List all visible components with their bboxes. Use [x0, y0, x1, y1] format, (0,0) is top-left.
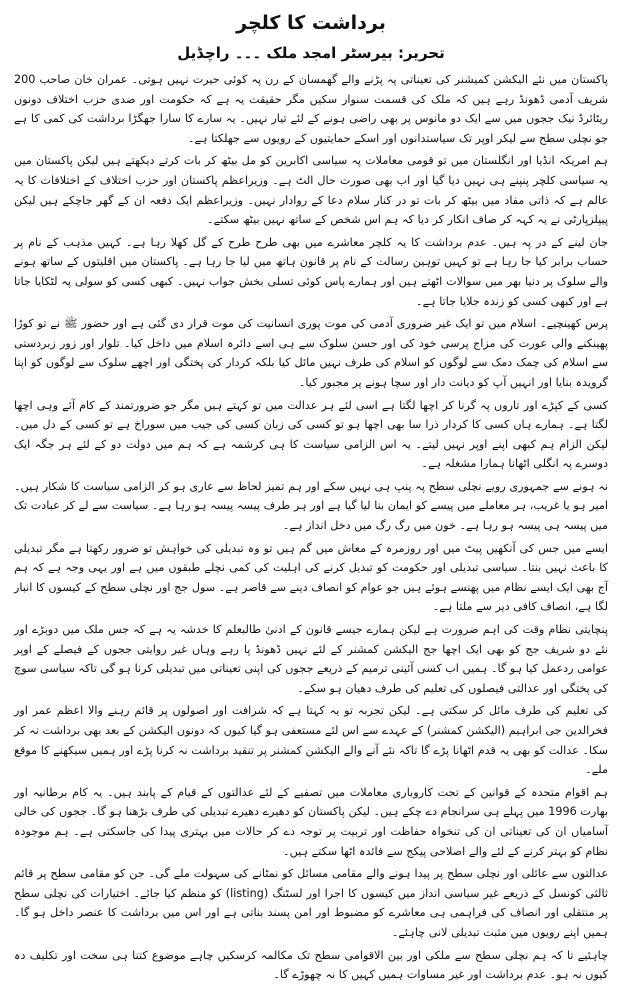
- article-paragraph-7: ایسے میں جس کی آنکھیں پیٹ میں اور روزمرہ کے معاش میں گم ہیں تو وہ تبدیلی کی خواہش تو ضرور رکھتا ہے مگر تبدیلی کا باعث نہیں بنتا۔ سیاسی تبدیلی اور حکومت کو تبدیل کرنے کی اہلیت کی کمی نچلے طبقوں میں ہے اور یہی وجہ ہے کہ ہم آج بھی ایک ایسے نظام میں پھنسے ہوئے ہیں جو عوام کو انصاف دینے سے قاصر ہے۔ سول جج اور نچلی سطح کے کیسوں کا انبار لگا ہے، انصاف کافی دیر سے ملتا ہے۔: [14, 541, 608, 614]
- article-paragraph-11: عدالتوں سے عائلی اور نچلی سطح پر پیدا ہونے والے مقامی مسائل کو نمٹانے کی سہولت ملے گی۔ جن کو مقامی سطح پر قائم ثالثی کونسل کے ذریعے غیر سیاسی انداز میں کیسوں کا اجرا اور لسٹنگ (listing) کو منظم کیا جائے۔ اختیارات کی نچلی سطح پر منتقلی اور انصاف کی فراہمی ہی معاشرے کو مضبوط اور امن پسند بناتی ہے اور اس میں برداشت کا عنصر داخل ہو گا۔ ہمیں اپنے رویوں میں مثبت تبدیلی لانی چاہئے۔: [14, 867, 608, 939]
- article-paragraph-5: کسی کے کپڑے اور تاروں پہ گرنا کر اچھا لگتا ہے اسی لئے ہر عدالت میں تو کہتے ہیں مگر جو ضرورتمند کے کام آئے وہی اچھا لگتا ہے۔ ہمارے ہاں کسی کا کردار ذرا سا بھی اچھا ہو تو کسی کی زبان کسی کی جیب میں سوراخ ہے تو کسی کے دل میں۔ لیکن الزام ہم کبھی اپنے اوپر نہیں لیتے۔ یہ اس الزامی سیاست کا ہی کرشمہ ہے کہ ہم میں دولت دو کے لئے ہر جگہ ایک دوسرے پہ انگلی اٹھانا ہمارا مشغلہ ہے۔: [14, 398, 608, 471]
- article-paragraph-2: ہم امریکہ انڈیا اور انگلستان میں تو قومی معاملات پہ سیاسی اکابرین کو مل بیٹھ کر بات کرتے دیکھتے ہیں لیکن پاکستان میں یہ سیاسی کلچر پنپنے ہی نہیں دیا گیا اور اب بھی صورت حال الٹ ہے۔ وزیراعظم پاکستان اور حزب اختلاف کے اختلافات کا یہ عالم ہے کہ ذاتی مفاد میں بیٹھ کر بات تو در کنار سلام دعا کے روادار نہیں۔ وزیراعظم ایک دفعہ ان کے گھر جاچکے ہیں لیکن پیپلزپارٹی نے یہ کہہ کر صاف انکار کر دیا کہ ہم اس شخص کے ساتھ نہیں بیٹھ سکتے۔: [14, 154, 608, 227]
- article-title: برداشت کا کلچر: [236, 12, 386, 34]
- article-paragraph-10: ہم اقوام متحدہ کے قوانین کے تحت کاروباری معاملات میں تصفیے کے لئے عدالتوں کے قیام کے پابند ہیں۔ یہ کام برطانیہ اور بھارت 1996 میں پہلے ہی سرانجام دے چکے ہیں۔ لیکن پاکستان کو دھیرے دھیرے تبدیلی کی طرف بڑھنا ہو گا۔ ججوں کی خالی آسامیاں ان کی تعیناتی ان کی تنخواہ حفاظت اور تربیت پر توجہ دے کر حالات میں بہتری پیدا کی جاسکتی ہے۔ ہم موجودہ نظام کو بہتر کرنے کے لئے والے اصلاحی پیکج سے فائدہ اٹھا سکتے ہیں۔: [14, 785, 609, 858]
- article-byline: تحریر: بیرسٹر امجد ملک ۔۔۔ راچڈیل: [177, 44, 445, 62]
- article-paragraph-8: پنچایتی نظام وقت کی اہم ضرورت ہے لیکن ہمارے جیسے قانون کے ادنیٰ طالبعلم کا خدشہ یہ ہے کہ جس ملک میں دوبڑے اور نئے دو شریف جج کو بھی ایک اچھا جج الیکشن کمشنر کے لئے نہیں ڈھونڈ پا رہے وہاں غیر روایتی ججوں کے فیصلے کے اوپر عوامی ردعمل کیا ہو گا۔ ہمیں اب کسی آئینی ترمیم کے ذریعے ججوں کی اپنی تعیناتی میں تبدیلی کرنا ہو گی تاکہ سیاسی سوچ کی پختگی اور عدالتی فیصلوں کی تعلیم کی طرف دھیان ہو سکے۔: [14, 623, 608, 695]
- article-paragraph-4: پرس کھینچیے۔ اسلام میں تو ایک غیر ضروری آدمی کی موت پوری انسانیت کی موت قرار دی گئی ہے اور حضور ﷺ نے تو کوڑا پھینکنے والی عورت کی مزاج پرسی خود کی اور حسن سلوک سے ہی اسے دائرہ اسلام میں داخل کیا۔ تلوار اور زور زبردستی سے اسلام کی چمک دمک سے لوگوں کو اسلام کی طرف نہیں مائل کیا بلکہ کردار کی پختگی اور اچھے سلوک سے لوگوں کو اپنا گرویدہ بنایا اور انہیں آپ کو دیانت دار اور سچا ہونے پر مجبور کیا۔: [14, 317, 608, 389]
- article-paragraph-6: نہ ہونے سے جمہوری رویے نچلی سطح پہ پنپ ہی نہیں سکے اور ہم تمیز لحاظ سے عاری ہو کر الزامی سیاست کا شکار ہیں۔ امیر ہو یا غریب، ہر معاملے میں پیسے کو ایمان بنا لیا گیا ہے اور ہر طرف پیسہ پیسہ ہو رہا ہے۔ سیاست سے لے کر عبادت تک میں پیسہ ہی پیسہ ہو رہا ہے۔ خون میں رگ رگ میں دخل انداز ہے۔: [14, 479, 608, 533]
- article-paragraph-1: پاکستان میں نئے الیکشن کمیشنر کی تعیناتی پہ پڑنے والے گھمسان کے رن پہ کوئی حیرت نہیں ہوتی۔ عمران خان صاحب 200 شریف آدمی ڈھونڈ رہے ہیں کہ ملک کی قسمت سنوار سکیں مگر حقیقت یہ ہے کہ حکومت اور ضدی حزب اختلاف دونوں ریٹائرڈ نیک ججوں میں سے ایک دو مانوس پر بھی راضی ہونے کے لئے تیار نہیں۔ یہ سارے کا سارا جھگڑا برداشت کی کمی کا ہے جو نچلی سطح سے لیکر اوپر تک سیاستدانوں اور اسکے حمایتیوں کے رویوں سے جھلکتا ہے۔: [14, 73, 608, 145]
- article-paragraph-9: کی تعلیم کی طرف مائل کر سکتی ہے۔ لیکن تجربہ تو یہ کہتا ہے کہ شرافت اور اصولوں پر قائم رہنے والا اعظم عمر اور فخرالدین جی ابراہیم (الیکشن کمشنر) کے عہدے سے اس لئے مستعفی ہو گیا کیوں کہ دونوں الیکشن کے بعد بھی برداشت نہ کر سکا۔ عدالت کو بھی یہ قدم اٹھانا پڑے گا تاکہ نئے آنے والے الیکشن کمشنر پر تنقید برداشت نہ کرنا پڑے اور ہمیں سیکھنے کا موقع ملے۔: [14, 704, 608, 777]
- article-paragraph-3: جان لینے کے در پہ ہیں۔ عدم برداشت کا یہ کلچر معاشرے میں بھی طرح طرح کے گل کھلا رہا ہے۔ کہیں مذہب کے نام پر حساب برابر کیا جا رہا ہے تو کہیں توہین رسالت کے نام پر قانون ہاتھ میں لیا جا رہا ہے۔ پاکستان میں اقلیتوں کے ساتھ ہونے والے سلوک پر دنیا بھر میں سوالات اٹھتے ہیں اور ہمارے پاس کوئی تسلی بخش جواب نہیں۔ کبھی کسی کو سولی پہ لٹکایا جاتا ہے اور کبھی کسی کو زندہ جلایا جاتا ہے۔: [14, 235, 608, 308]
- article-body: [14, 70, 608, 985]
- article-paragraph-12: چاہئیے تا کہ ہم نچلی سطح سے ملکی اور بین الاقوامی سطح تک مکالمہ کرسکیں چاہے موضوع کتنا ہی سخت اور تکلیف دہ کیوں نہ ہو۔ عدم برداشت اور غیر مساوات ہمیں کہیں کا نہ چھوڑے گا۔: [14, 948, 608, 982]
